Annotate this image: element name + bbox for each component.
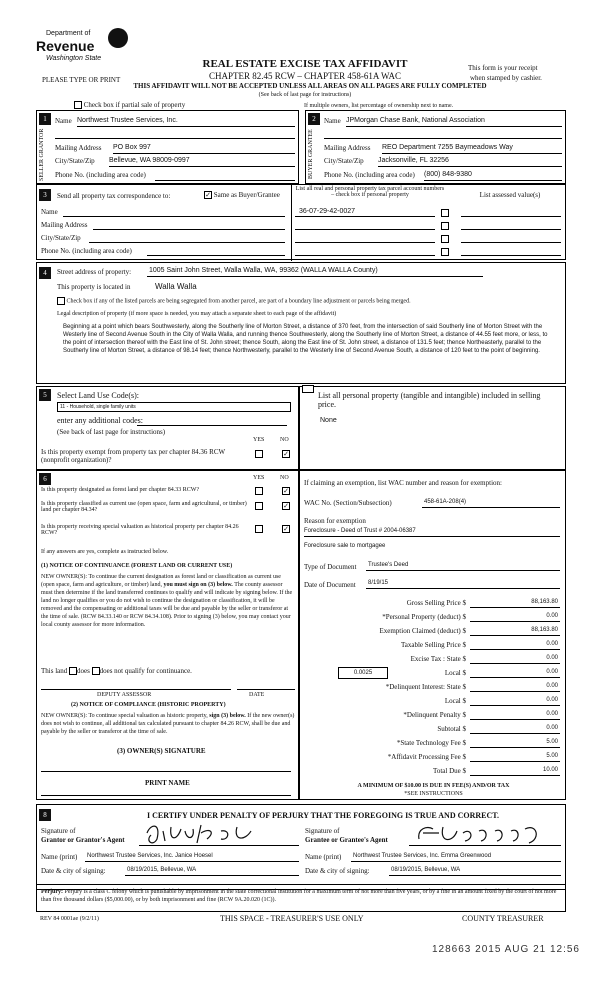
subtotal-label: Subtotal $ (437, 725, 466, 733)
same-as-buyer-label: Same as Buyer/Grantee (213, 191, 280, 199)
exempt-no-checkbox[interactable]: ✓ (283, 450, 289, 458)
delinq-interest-value: 0.00 (546, 683, 558, 689)
legal-description: Beginning at a point which bears Southwesterly, along the Southerly line of Morton Street, a distance of 370 feet, from the intersection of said Southerly line of Morton Street with the Westerly line of Second Avenue South in the City of Walla Walla, and running thence Southwesterly, along the Southerly line of Morton Street, a distance of 44.55 feet more, or less, to the point of intersection thereof with the East line of St. John street; thence South, along the East line of St. John street, a distance of 131.5 feet; thence Northeasterly, parallel to the Southerly line of Morton Street, a distance of 98.14 feet; thence Northwesterly, parallel to the Westerly line of Second Avenue South, a distance of 120 feet to the point of beginning. (63, 324, 548, 354)
exemption-section (299, 470, 566, 800)
section-7-number (302, 385, 314, 393)
notice1-body (41, 573, 295, 629)
seller-city: Bellevue, WA 98009-0997 (109, 157, 190, 164)
delinq-interest-label: *Delinquent Interest: State $ (385, 683, 466, 691)
buyer-phone: (800) 848-9380 (424, 171, 472, 178)
grantee-name-label: Name (print) (305, 853, 342, 861)
does-not-checkbox[interactable] (92, 667, 100, 675)
land-use-select[interactable]: 11 - Household, single family units (57, 402, 291, 412)
grantor-sig-label-2: Grantor or Grantor's Agent (41, 836, 125, 844)
located-label: This property is located in (57, 283, 131, 291)
state-tax-value: 0.00 (546, 655, 558, 661)
historical-yes-checkbox[interactable] (255, 525, 263, 533)
personal-deduct-value: 0.00 (546, 613, 558, 619)
corr-city-label: City/State/Zip (41, 234, 81, 242)
forest-no-checkbox[interactable]: ✓ (283, 487, 289, 495)
corr-phone-label: Phone No. (including area code) (41, 247, 132, 255)
section-6-number: 6 (39, 473, 51, 485)
grantor-date-label: Date & city of signing: (41, 867, 106, 875)
date-label: DATE (249, 692, 265, 698)
delinq-penalty-value: 0.00 (546, 711, 558, 717)
exempt-yes-checkbox[interactable] (255, 450, 263, 458)
type-print-note: PLEASE TYPE OR PRINT (42, 76, 121, 84)
notice1-b: you must sign on (3) below. (163, 582, 233, 588)
land-use-section (36, 386, 299, 470)
multiple-owners-note: If multiple owners, list percentage of ownership next to name. (304, 103, 454, 109)
grantee-signature (413, 819, 553, 847)
parcel-1: 36-07-29-42-0027 (299, 208, 356, 215)
parcel-2-checkbox[interactable] (441, 222, 449, 230)
this-land-row (41, 667, 192, 675)
print-name-label: PRINT NAME (145, 779, 190, 787)
partial-sale-row (74, 101, 185, 109)
certify-statement: I CERTIFY UNDER PENALTY OF PERJURY THAT THE FOREGOING IS TRUE AND CORRECT. (147, 811, 500, 820)
dept-line1: Department of (46, 30, 91, 37)
notice2-c: If the new owner(s) does not wish to continue, all additional tax calculated pursuant to chapter 84.26 RCW, shall be due and payable by the seller or transferor at the time of sale. (41, 713, 295, 735)
grantor-date: 08/19/2015, Bellevue, WA (127, 867, 197, 873)
wac-value: 458-61A-208(4) (424, 499, 467, 505)
seller-name: Northwest Trustee Services, Inc. (77, 117, 178, 124)
buyer-city-label: City/State/Zip (324, 157, 364, 165)
dept-line2: Revenue (36, 38, 95, 54)
does-not-label: does not qualify for continuance. (99, 667, 192, 675)
segregated-row (57, 297, 411, 305)
answer-note: If any answers are yes, complete as instructed below. (41, 549, 169, 555)
seller-side-label: SELLER GRANTOR (39, 128, 45, 181)
delinq-penalty-label: *Delinquent Penalty $ (403, 711, 466, 719)
legal-label: Legal description of property (if more space is needed, you may attach a separate sheet to each page of the affidavit) (57, 311, 337, 317)
notice1-title: (1) NOTICE OF CONTINUANCE (FOREST LAND OR CURRENT USE) (41, 563, 233, 569)
property-section (36, 262, 566, 384)
dor-logo (36, 28, 131, 68)
correspondence-section (36, 184, 566, 260)
minimum-note: A MINIMUM OF $10.00 IS DUE IN FEE(S) AND/OR TAX (357, 783, 510, 789)
corr-mail-label: Mailing Address (41, 221, 88, 229)
buyer-side-label: BUYER GRANTEE (308, 129, 314, 180)
doc-type-value: Trustee's Deed (368, 562, 409, 568)
processing-fee-value: 5.00 (546, 753, 558, 759)
see-instructions: *SEE INSTRUCTIONS (404, 791, 463, 797)
land-use-label: Select Land Use Code(s): (57, 391, 139, 400)
grantee-sig-label-2: Grantee or Grantee's Agent (305, 836, 388, 844)
grantee-date-label: Date & city of signing: (305, 867, 370, 875)
partial-sale-checkbox[interactable] (74, 101, 82, 109)
seller-name-label: Name (55, 117, 72, 125)
does-checkbox[interactable] (69, 667, 77, 675)
wac-label: WAC No. (Section/Subsection) (304, 499, 392, 507)
receipt-stamp: 128663 2015 AUG 21 12:56 (432, 944, 580, 955)
local-tax-label: Local $ (444, 669, 466, 677)
taxable-value: 0.00 (546, 641, 558, 647)
same-as-buyer-checkbox[interactable]: ✓ (205, 191, 211, 200)
delinq-local-label: Local $ (444, 697, 466, 705)
buyer-mail-label: Mailing Address (324, 144, 371, 152)
personal-property-value: None (320, 417, 337, 424)
notice1-a: NEW OWNER(S): To continue the current designation as forest land or classification as current use (open space, farm and agriculture, or timber) land, (41, 574, 281, 588)
local-rate[interactable]: 0.0025 (338, 667, 388, 679)
parcel-header: List all real and personal property tax parcel account numbers – check box if personal property (295, 186, 445, 198)
land-use-see-back: (See back of last page for instructions) (57, 428, 166, 436)
current-use-no-checkbox[interactable]: ✓ (283, 502, 289, 510)
notice2-body (41, 712, 295, 736)
section-2-number: 2 (308, 113, 320, 125)
grantor-signature (141, 819, 281, 849)
located-value: Walla Walla (155, 282, 197, 291)
section-1-number: 1 (39, 113, 51, 125)
seller-mail: PO Box 997 (113, 144, 151, 151)
parcel-1-checkbox[interactable] (441, 209, 449, 217)
total-due-value: 10.00 (542, 767, 558, 773)
buyer-name: JPMorgan Chase Bank, National Association (346, 117, 485, 124)
forest-question: Is this property designated as forest land per chapter 84.33 RCW? (41, 487, 200, 493)
segregated-checkbox[interactable] (57, 297, 65, 305)
seller-phone-label: Phone No. (including area code) (55, 171, 146, 179)
buyer-name-label: Name (324, 117, 341, 125)
personal-property-label: List all personal property (tangible and intangible) included in selling price. (318, 391, 541, 409)
see-back-note: (See back of last page for instructions) (258, 92, 352, 98)
certification-section (36, 804, 566, 890)
subtotal-value: 0.00 (546, 725, 558, 731)
gross-value: 88,163.80 (531, 599, 558, 605)
dor-swoosh-icon (108, 28, 128, 48)
grantee-sig-label-1: Signature of (305, 827, 340, 835)
forest-land-section (36, 470, 299, 800)
partial-sale-label: Check box if partial sale of property (83, 101, 186, 109)
street-label: Street address of property: (57, 268, 132, 276)
tech-fee-label: *State Technology Fee $ (396, 739, 466, 747)
form-chapter: CHAPTER 82.45 RCW – CHAPTER 458-61A WAC (209, 71, 401, 81)
perjury-title: Perjury: (41, 889, 63, 895)
no-header: NO (280, 437, 289, 443)
historical-question: Is this property receiving special valuation as historical property per chapter 84.26 RCW? (41, 524, 239, 536)
seller-mail-label: Mailing Address (55, 144, 102, 152)
taxable-label: Taxable Selling Price $ (400, 641, 466, 649)
buyer-mail: REO Department 7255 Baymeadows Way (382, 144, 513, 151)
exempt-question: Is this property exempt from property tax per chapter 84.36 RCW (nonprofit organization)? (41, 448, 225, 464)
does-label: does (77, 667, 90, 675)
owner-sig-label: (3) OWNER(S) SIGNATURE (117, 747, 206, 755)
gross-label: Gross Selling Price $ (406, 599, 466, 607)
grantor-name-label: Name (print) (41, 853, 78, 861)
exemption-claim-label: If claiming an exemption, list WAC number and reason for exemption: (304, 479, 502, 487)
personal-property-section (299, 386, 566, 470)
county-treasurer-label: COUNTY TREASURER (462, 914, 544, 923)
corr-name-label: Name (41, 208, 58, 216)
grantee-date: 08/19/2015, Bellevue, WA (391, 867, 461, 873)
receipt-note2: when stamped by cashier. (470, 74, 542, 82)
receipt-note: This form is your receipt (468, 64, 538, 72)
buyer-city: Jacksonville, FL 32256 (378, 157, 449, 164)
reason-value: Foreclosure - Deed of Trust # 2004-06387 (304, 528, 416, 534)
state-tax-label: Excise Tax : State $ (410, 655, 466, 663)
parcel-3-checkbox[interactable] (441, 235, 449, 243)
seller-city-label: City/State/Zip (55, 157, 95, 165)
notice2-a: NEW OWNER(S): To continue special valuation as historic property, (41, 713, 208, 719)
grantor-name: Northwest Trustee Services, Inc. Janice Hoesel (87, 853, 213, 859)
doc-type-label: Type of Document (304, 563, 357, 571)
buyer-section (305, 110, 566, 184)
historical-no-checkbox[interactable]: ✓ (283, 525, 289, 533)
form-warning: THIS AFFIDAVIT WILL NOT BE ACCEPTED UNLESS ALL AREAS ON ALL PAGES ARE FULLY COMPLETED (133, 82, 487, 90)
this-land-label: This land (41, 667, 68, 675)
tech-fee-value: 5.00 (546, 739, 558, 745)
current-use-yes-checkbox[interactable] (255, 502, 263, 510)
perjury-box (36, 884, 566, 912)
additional-codes-label: enter any additional codes: (57, 416, 143, 425)
parcel-4-checkbox[interactable] (441, 248, 449, 256)
revision-label: REV 84 0001ae (9/2/11) (40, 916, 99, 922)
treasurer-space-label: THIS SPACE - TREASURER'S USE ONLY (220, 914, 364, 923)
dept-line3: Washington State (46, 55, 102, 62)
current-use-question: Is this property classified as current use (open space, farm and agricultural, or timber) land per chapter 84.34? (41, 501, 247, 513)
segregated-label: Check box if any of the listed parcels are being segregated from another parcel, are part of a boundary line adjustment or parcels being merged. (66, 298, 411, 305)
perjury-body: Perjury is a class C felony which is punishable by imprisonment in the state correctional institution for a maximum term of not more than five years, or by a fine in an amount fixed by the court of not more than five thousand dollars ($5,000.00), or by both imprisonment and fine (RCW 9A.20.020 (1C)). (41, 889, 557, 903)
grantor-sig-label-1: Signature of (41, 827, 76, 835)
notice2-b: sign (3) below. (209, 713, 246, 719)
yes-header: YES (253, 437, 265, 443)
send-to-label: Send all property tax correspondence to: (57, 192, 171, 200)
doc-date-value: 8/19/15 (368, 580, 389, 586)
reason-label: Reason for exemption (304, 517, 366, 525)
deputy-label: DEPUTY ASSESSOR (97, 692, 152, 698)
personal-deduct-label: *Personal Property (deduct) $ (382, 613, 466, 621)
doc-date-label: Date of Document (304, 581, 356, 589)
sec6-yes-header: YES (253, 475, 265, 481)
forest-yes-checkbox[interactable] (255, 487, 263, 495)
reason-value-2: Foreclosure sale to mortgagee (304, 543, 386, 549)
section-8-number: 8 (39, 809, 51, 821)
form-title: REAL ESTATE EXCISE TAX AFFIDAVIT (202, 58, 408, 70)
assessed-header: List assessed value(s) (479, 191, 541, 199)
sec6-no-header: NO (280, 475, 289, 481)
delinq-local-value: 0.00 (546, 697, 558, 703)
street-address: 1005 Saint John Street, Walla Walla, WA, 99362 (WALLA WALLA County) (149, 267, 378, 274)
local-tax-value: 0.00 (546, 669, 558, 675)
section-4-number: 4 (39, 267, 51, 279)
exemption-claimed-label: Exemption Claimed (deduct) $ (379, 627, 466, 635)
seller-section (36, 110, 299, 184)
notice1-c: The county assessor must then determine if the land transferred continues to qualify and will indicate by signing below. If the land no longer qualifies or you do not wish to continue the designation or classification, it will be removed and the compensating or additional taxes will be due and payable by the seller or transferor at the time of sale. (RCW 84.33.140 or RCW 84.34.108). Prior to signing (3) below, you may contact your local county assessor for more information. (41, 582, 293, 628)
processing-fee-label: *Affidavit Processing Fee $ (387, 753, 466, 761)
grantee-name: Northwest Trustee Services, Inc. Emma Greenwood (353, 853, 492, 859)
notice2-title: (2) NOTICE OF COMPLIANCE (HISTORIC PROPERTY) (71, 702, 226, 708)
section-5-number: 5 (39, 389, 51, 401)
perjury-text (41, 888, 563, 904)
total-due-label: Total Due $ (433, 767, 466, 775)
same-as-buyer-row (204, 191, 280, 199)
buyer-phone-label: Phone No. (including area code) (324, 171, 415, 179)
section-3-number: 3 (39, 189, 51, 201)
exemption-claimed-value: 88,163.80 (531, 627, 558, 633)
